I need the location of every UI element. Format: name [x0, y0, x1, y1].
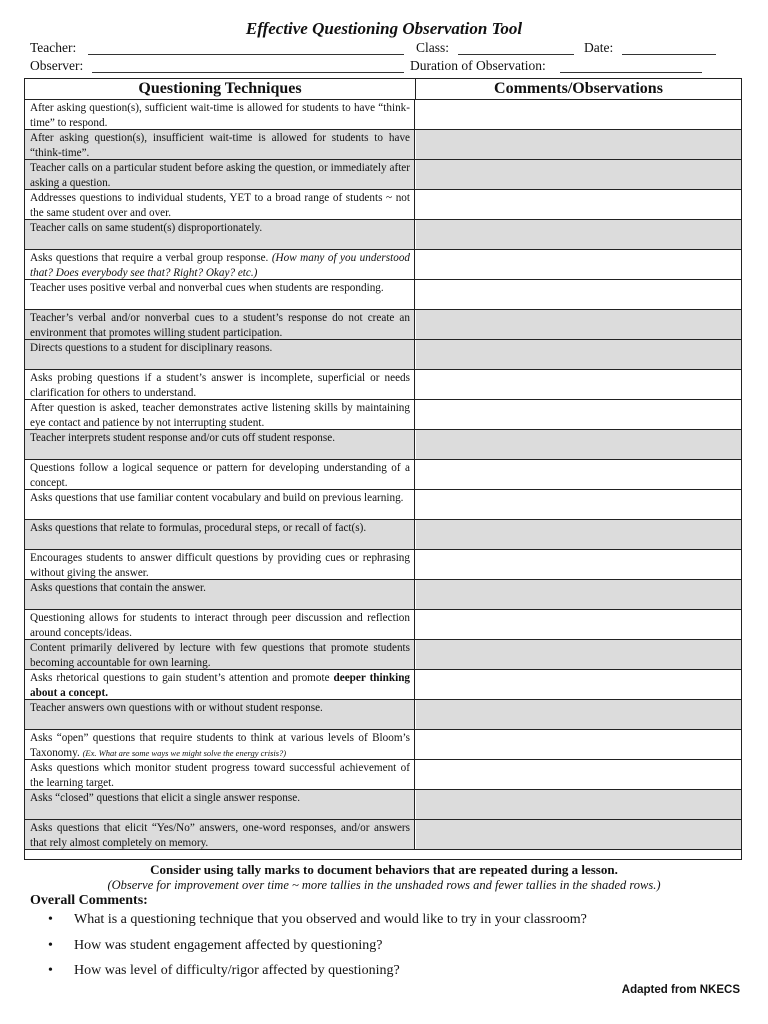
technique-text: Asks questions that require a verbal group response.	[30, 252, 269, 264]
technique-text: Asks “open” questions that require students to think at various levels of Bloom’s Taxonomy.	[30, 732, 410, 759]
technique-text: Content primarily delivered by lecture with few questions that promote students becoming accountable for own learning.	[30, 642, 410, 669]
technique-cell	[25, 370, 415, 399]
observer-field[interactable]	[92, 72, 404, 73]
comment-cell[interactable]	[416, 820, 741, 849]
technique-cell	[25, 700, 415, 729]
list-item	[48, 911, 748, 937]
comment-cell[interactable]	[416, 460, 741, 489]
technique-cell	[25, 670, 415, 699]
technique-cell	[25, 490, 415, 519]
class-label: Class:	[416, 40, 450, 55]
comment-cell[interactable]	[416, 490, 741, 519]
comment-cell[interactable]	[416, 430, 741, 459]
technique-text: Asks questions which monitor student progress toward successful achievement of the learning target.	[30, 762, 410, 789]
comment-cell[interactable]	[416, 670, 741, 699]
technique-text: Asks questions that use familiar content vocabulary and build on previous learning.	[30, 492, 404, 504]
comment-cell[interactable]	[416, 370, 741, 399]
bullet-icon: •	[48, 912, 53, 927]
technique-emphasis: deeper thinking about a concept.	[30, 672, 411, 699]
comment-cell[interactable]	[416, 220, 741, 249]
techniques-table	[24, 78, 742, 860]
comment-cell[interactable]	[416, 280, 741, 309]
table-row	[25, 490, 741, 520]
comment-cell[interactable]	[416, 610, 741, 639]
duration-label: Duration of Observation:	[410, 58, 546, 73]
comment-cell[interactable]	[416, 700, 741, 729]
technique-text: After asking question(s), insufficient wait-time is allowed for students to have “think-time”.	[30, 132, 410, 159]
bullet-icon: •	[48, 963, 53, 978]
duration-field[interactable]	[560, 72, 702, 73]
table-header	[25, 79, 741, 100]
table-row	[25, 340, 741, 370]
table-row	[25, 400, 741, 430]
comment-cell[interactable]	[416, 310, 741, 339]
technique-text: Teacher uses positive verbal and nonverbal cues when students are responding.	[30, 282, 384, 294]
comment-cell[interactable]	[416, 760, 741, 789]
comment-cell[interactable]	[416, 730, 741, 759]
technique-text: Encourages students to answer difficult questions by providing cues or rephrasing without giving the answer.	[30, 552, 410, 579]
technique-cell	[25, 730, 415, 759]
column-header-comments: Comments/Observations	[494, 80, 663, 97]
comment-cell[interactable]	[416, 100, 741, 129]
technique-text: Teacher answers own questions with or without student response.	[30, 702, 323, 714]
technique-cell	[25, 820, 415, 849]
technique-text: Asks probing questions if a student’s answer is incomplete, superficial or needs clarification for others to understand.	[30, 372, 410, 399]
comment-cell[interactable]	[416, 580, 741, 609]
tally-note: Consider using tally marks to document behaviors that are repeated during a lesson.	[150, 862, 618, 877]
technique-text: After question is asked, teacher demonstrates active listening skills by maintaining eye contact and patience by not interrupting student.	[30, 402, 410, 429]
bullet-text: How was student engagement affected by questioning?	[74, 937, 383, 953]
technique-cell	[25, 430, 415, 459]
technique-cell	[25, 340, 415, 369]
comment-cell[interactable]	[416, 550, 741, 579]
table-row	[25, 520, 741, 550]
comment-cell[interactable]	[416, 130, 741, 159]
table-row	[25, 430, 741, 460]
technique-text: After asking question(s), sufficient wait-time is allowed for students to have “think-time” to respond.	[30, 102, 410, 129]
table-row	[25, 160, 741, 190]
comment-cell[interactable]	[416, 190, 741, 219]
technique-text: Teacher calls on a particular student before asking the question, or immediately after asking a question.	[30, 162, 410, 189]
column-header-techniques: Questioning Techniques	[25, 79, 416, 99]
observer-label: Observer:	[30, 58, 84, 73]
technique-cell	[25, 310, 415, 339]
comment-cell[interactable]	[416, 640, 741, 669]
technique-cell	[25, 610, 415, 639]
table-row	[25, 130, 741, 160]
credit-text: Adapted from NKECS	[621, 984, 740, 996]
table-row	[25, 460, 741, 490]
technique-text: Asks “closed” questions that elicit a single answer response.	[30, 792, 300, 804]
technique-cell	[25, 400, 415, 429]
technique-text: Asks rhetorical questions to gain student’s attention and promote	[30, 672, 330, 684]
table-row	[25, 220, 741, 250]
bullet-text: What is a questioning technique that you observed and would like to try in your classroom?	[74, 912, 587, 927]
table-row	[25, 670, 741, 700]
table-row	[25, 700, 741, 730]
list-item	[48, 937, 748, 963]
table-row	[25, 280, 741, 310]
table-row	[25, 730, 741, 760]
table-row	[25, 820, 741, 850]
bullet-text: How was level of difficulty/rigor affected by questioning?	[74, 963, 400, 978]
comment-cell[interactable]	[416, 340, 741, 369]
table-row	[25, 370, 741, 400]
technique-cell	[25, 460, 415, 489]
table-row	[25, 640, 741, 670]
technique-text: Addresses questions to individual students, YET to a broad range of students ~ not the same student over and over.	[30, 192, 410, 219]
table-row	[25, 760, 741, 790]
form-title: Effective Questioning Observation Tool	[245, 19, 523, 38]
technique-cell	[25, 760, 415, 789]
comment-cell[interactable]	[416, 520, 741, 549]
technique-text: Directs questions to a student for disciplinary reasons.	[30, 342, 273, 354]
table-row	[25, 310, 741, 340]
comment-cell[interactable]	[416, 400, 741, 429]
table-row	[25, 100, 741, 130]
teacher-label: Teacher:	[30, 40, 77, 55]
table-row	[25, 550, 741, 580]
date-field[interactable]	[622, 54, 716, 55]
technique-cell	[25, 280, 415, 309]
class-field[interactable]	[458, 54, 574, 55]
table-row	[25, 790, 741, 820]
overall-comments-heading: Overall Comments:	[30, 893, 148, 908]
teacher-field[interactable]	[88, 54, 404, 55]
technique-cell	[25, 130, 415, 159]
header-row-2	[30, 58, 730, 76]
technique-cell	[25, 580, 415, 609]
technique-text: Questions follow a logical sequence or pattern for developing understanding of a concept.	[30, 462, 410, 489]
technique-cell	[25, 640, 415, 669]
tally-subnote: (Observe for improvement over time ~ more tallies in the unshaded rows and fewer tallies in the shaded rows.)	[107, 878, 661, 892]
table-row	[25, 610, 741, 640]
overall-comments-list	[48, 911, 748, 988]
technique-cell	[25, 790, 415, 819]
comment-cell[interactable]	[416, 790, 741, 819]
technique-example: (How many of you understood that? Does everybody see that? Right? Okay? etc.)	[30, 252, 411, 279]
technique-text: Questioning allows for students to interact through peer discussion and reflection around concepts/ideas.	[30, 612, 410, 639]
technique-cell	[25, 550, 415, 579]
table-row	[25, 190, 741, 220]
comment-cell[interactable]	[416, 160, 741, 189]
header-row-1	[30, 40, 730, 58]
table-row	[25, 580, 741, 610]
technique-text: Asks questions that elicit “Yes/No” answers, one-word responses, and/or answers that rely almost completely on memory.	[30, 822, 410, 849]
technique-example: (Ex. What are some ways we might solve the energy crisis?)	[82, 747, 287, 758]
technique-cell	[25, 160, 415, 189]
table-row	[25, 250, 741, 280]
technique-text: Teacher calls on same student(s) disproportionately.	[30, 222, 263, 234]
technique-cell	[25, 190, 415, 219]
technique-text: Teacher interprets student response and/or cuts off student response.	[30, 432, 336, 444]
technique-text: Asks questions that relate to formulas, procedural steps, or recall of fact(s).	[30, 522, 367, 534]
technique-cell	[25, 250, 415, 279]
technique-cell	[25, 220, 415, 249]
technique-text: Teacher’s verbal and/or nonverbal cues to a student’s response do not create an environment that promotes willing student participation.	[30, 312, 410, 339]
technique-cell	[25, 520, 415, 549]
date-label: Date:	[584, 40, 614, 55]
technique-cell	[25, 100, 415, 129]
technique-text: Asks questions that contain the answer.	[30, 582, 206, 594]
bullet-icon: •	[48, 937, 53, 953]
comment-cell[interactable]	[416, 250, 741, 279]
